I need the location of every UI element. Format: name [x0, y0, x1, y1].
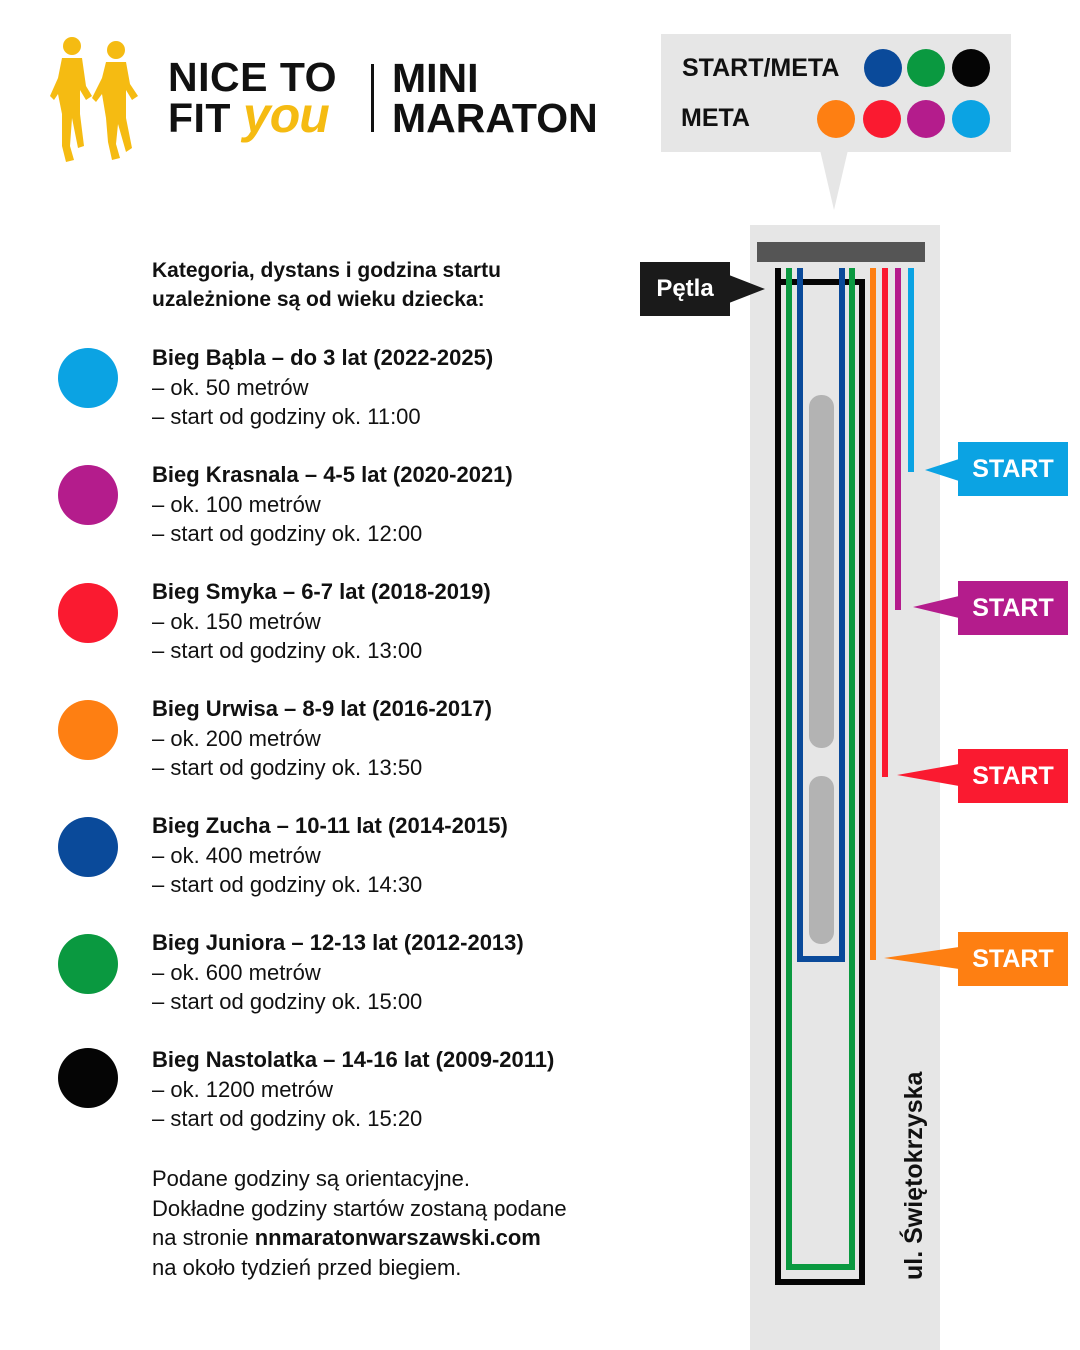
legend-dot-start-meta: [864, 49, 902, 87]
start-marker-babel: START: [958, 442, 1068, 496]
category-item: [152, 928, 622, 1017]
category-title: Bieg Bąbla – do 3 lat (2022-2025): [152, 345, 494, 370]
start-marker-smyk: START: [958, 749, 1068, 803]
legend-pointer: [820, 150, 848, 210]
legend-dot-start-meta: [907, 49, 945, 87]
category-item: [152, 343, 622, 432]
category-color-dot: [58, 348, 118, 408]
legend-start-meta-label: START/META: [682, 54, 840, 82]
category-item: [152, 460, 622, 549]
start-marker-urwis: START: [958, 932, 1068, 986]
legend-meta-label: META: [681, 104, 750, 132]
category-color-dot: [58, 1048, 118, 1108]
brand-line-2: [168, 87, 337, 143]
category-title: Bieg Urwisa – 8-9 lat (2016-2017): [152, 696, 492, 721]
category-distance: – ok. 400 metrów: [152, 842, 321, 868]
category-title: Bieg Juniora – 12-13 lat (2012-2013): [152, 930, 524, 955]
legend-dot-start-meta: [952, 49, 990, 87]
brand-logo: [168, 54, 338, 143]
category-start-time: – start od godziny ok. 14:30: [152, 872, 423, 897]
category-distance: – ok. 50 metrów: [152, 374, 309, 400]
category-start-time: – start od godziny ok. 15:20: [152, 1106, 423, 1131]
start-arrow-icon: [884, 947, 959, 969]
category-item: [152, 577, 622, 666]
footer-line-2: Dokładne godziny startów zostaną podane: [152, 1195, 567, 1221]
street-name: ul. Świętokrzyska: [900, 1071, 928, 1280]
category-distance: – ok. 600 metrów: [152, 959, 321, 985]
title-line-1: MINI: [392, 55, 479, 101]
category-item: [152, 811, 622, 900]
title-line-2: MARATON: [392, 95, 598, 141]
category-start-time: – start od godziny ok. 13:00: [152, 638, 423, 663]
category-color-dot: [58, 817, 118, 877]
category-title: Bieg Zucha – 10-11 lat (2014-2015): [152, 813, 508, 838]
brand-line-1: NICE TO: [168, 54, 338, 100]
start-arrow-icon: [925, 459, 959, 481]
category-distance: – ok. 150 metrów: [152, 608, 321, 634]
footer-note: [152, 1164, 652, 1282]
category-color-dot: [58, 700, 118, 760]
event-title: [392, 55, 598, 141]
category-title: Bieg Smyka – 6-7 lat (2018-2019): [152, 579, 491, 604]
category-start-time: – start od godziny ok. 13:50: [152, 755, 423, 780]
category-color-dot: [58, 465, 118, 525]
category-start-time: – start od godziny ok. 15:00: [152, 989, 423, 1014]
category-color-dot: [58, 583, 118, 643]
legend-dot-meta: [863, 100, 901, 138]
start-finish-gantry: [757, 242, 925, 262]
start-arrow-icon: [897, 764, 959, 786]
header-divider: [371, 64, 374, 132]
category-start-time: – start od godziny ok. 12:00: [152, 521, 423, 546]
footer-line-1: Podane godziny są orientacyjne.: [152, 1166, 470, 1191]
category-item: [152, 694, 622, 783]
color-legend: [661, 34, 1011, 152]
category-title: Bieg Nastolatka – 14-16 lat (2009-2011): [152, 1047, 555, 1072]
footer-prefix: na stronie: [152, 1225, 255, 1250]
category-distance: – ok. 200 metrów: [152, 725, 321, 751]
brand-you: you: [242, 87, 329, 143]
legend-dot-meta: [817, 100, 855, 138]
loop-arrow-icon: [729, 275, 765, 303]
start-marker-krasnal: START: [958, 581, 1068, 635]
footer-line-4: na około tydzień przed biegiem.: [152, 1254, 462, 1280]
category-item: [152, 1045, 622, 1134]
website-link[interactable]: nnmaratonwarszawski.com: [254, 1225, 541, 1250]
start-arrow-icon: [913, 596, 959, 618]
category-title: Bieg Krasnala – 4-5 lat (2020-2021): [152, 462, 513, 487]
category-distance: – ok. 1200 metrów: [152, 1076, 333, 1102]
category-color-dot: [58, 934, 118, 994]
brand-fit: FIT: [168, 95, 231, 141]
intro-text: Kategoria, dystans i godzina startu uzależnione są od wieku dziecka:: [152, 259, 501, 311]
legend-dot-meta: [907, 100, 945, 138]
category-start-time: – start od godziny ok. 11:00: [152, 404, 421, 429]
legend-dot-meta: [952, 100, 990, 138]
category-distance: – ok. 100 metrów: [152, 491, 321, 517]
runners-logo-icon: [50, 34, 145, 166]
route-blue: [800, 268, 842, 959]
footer-line-3: [152, 1223, 652, 1253]
loop-label: Pętla: [640, 262, 730, 316]
